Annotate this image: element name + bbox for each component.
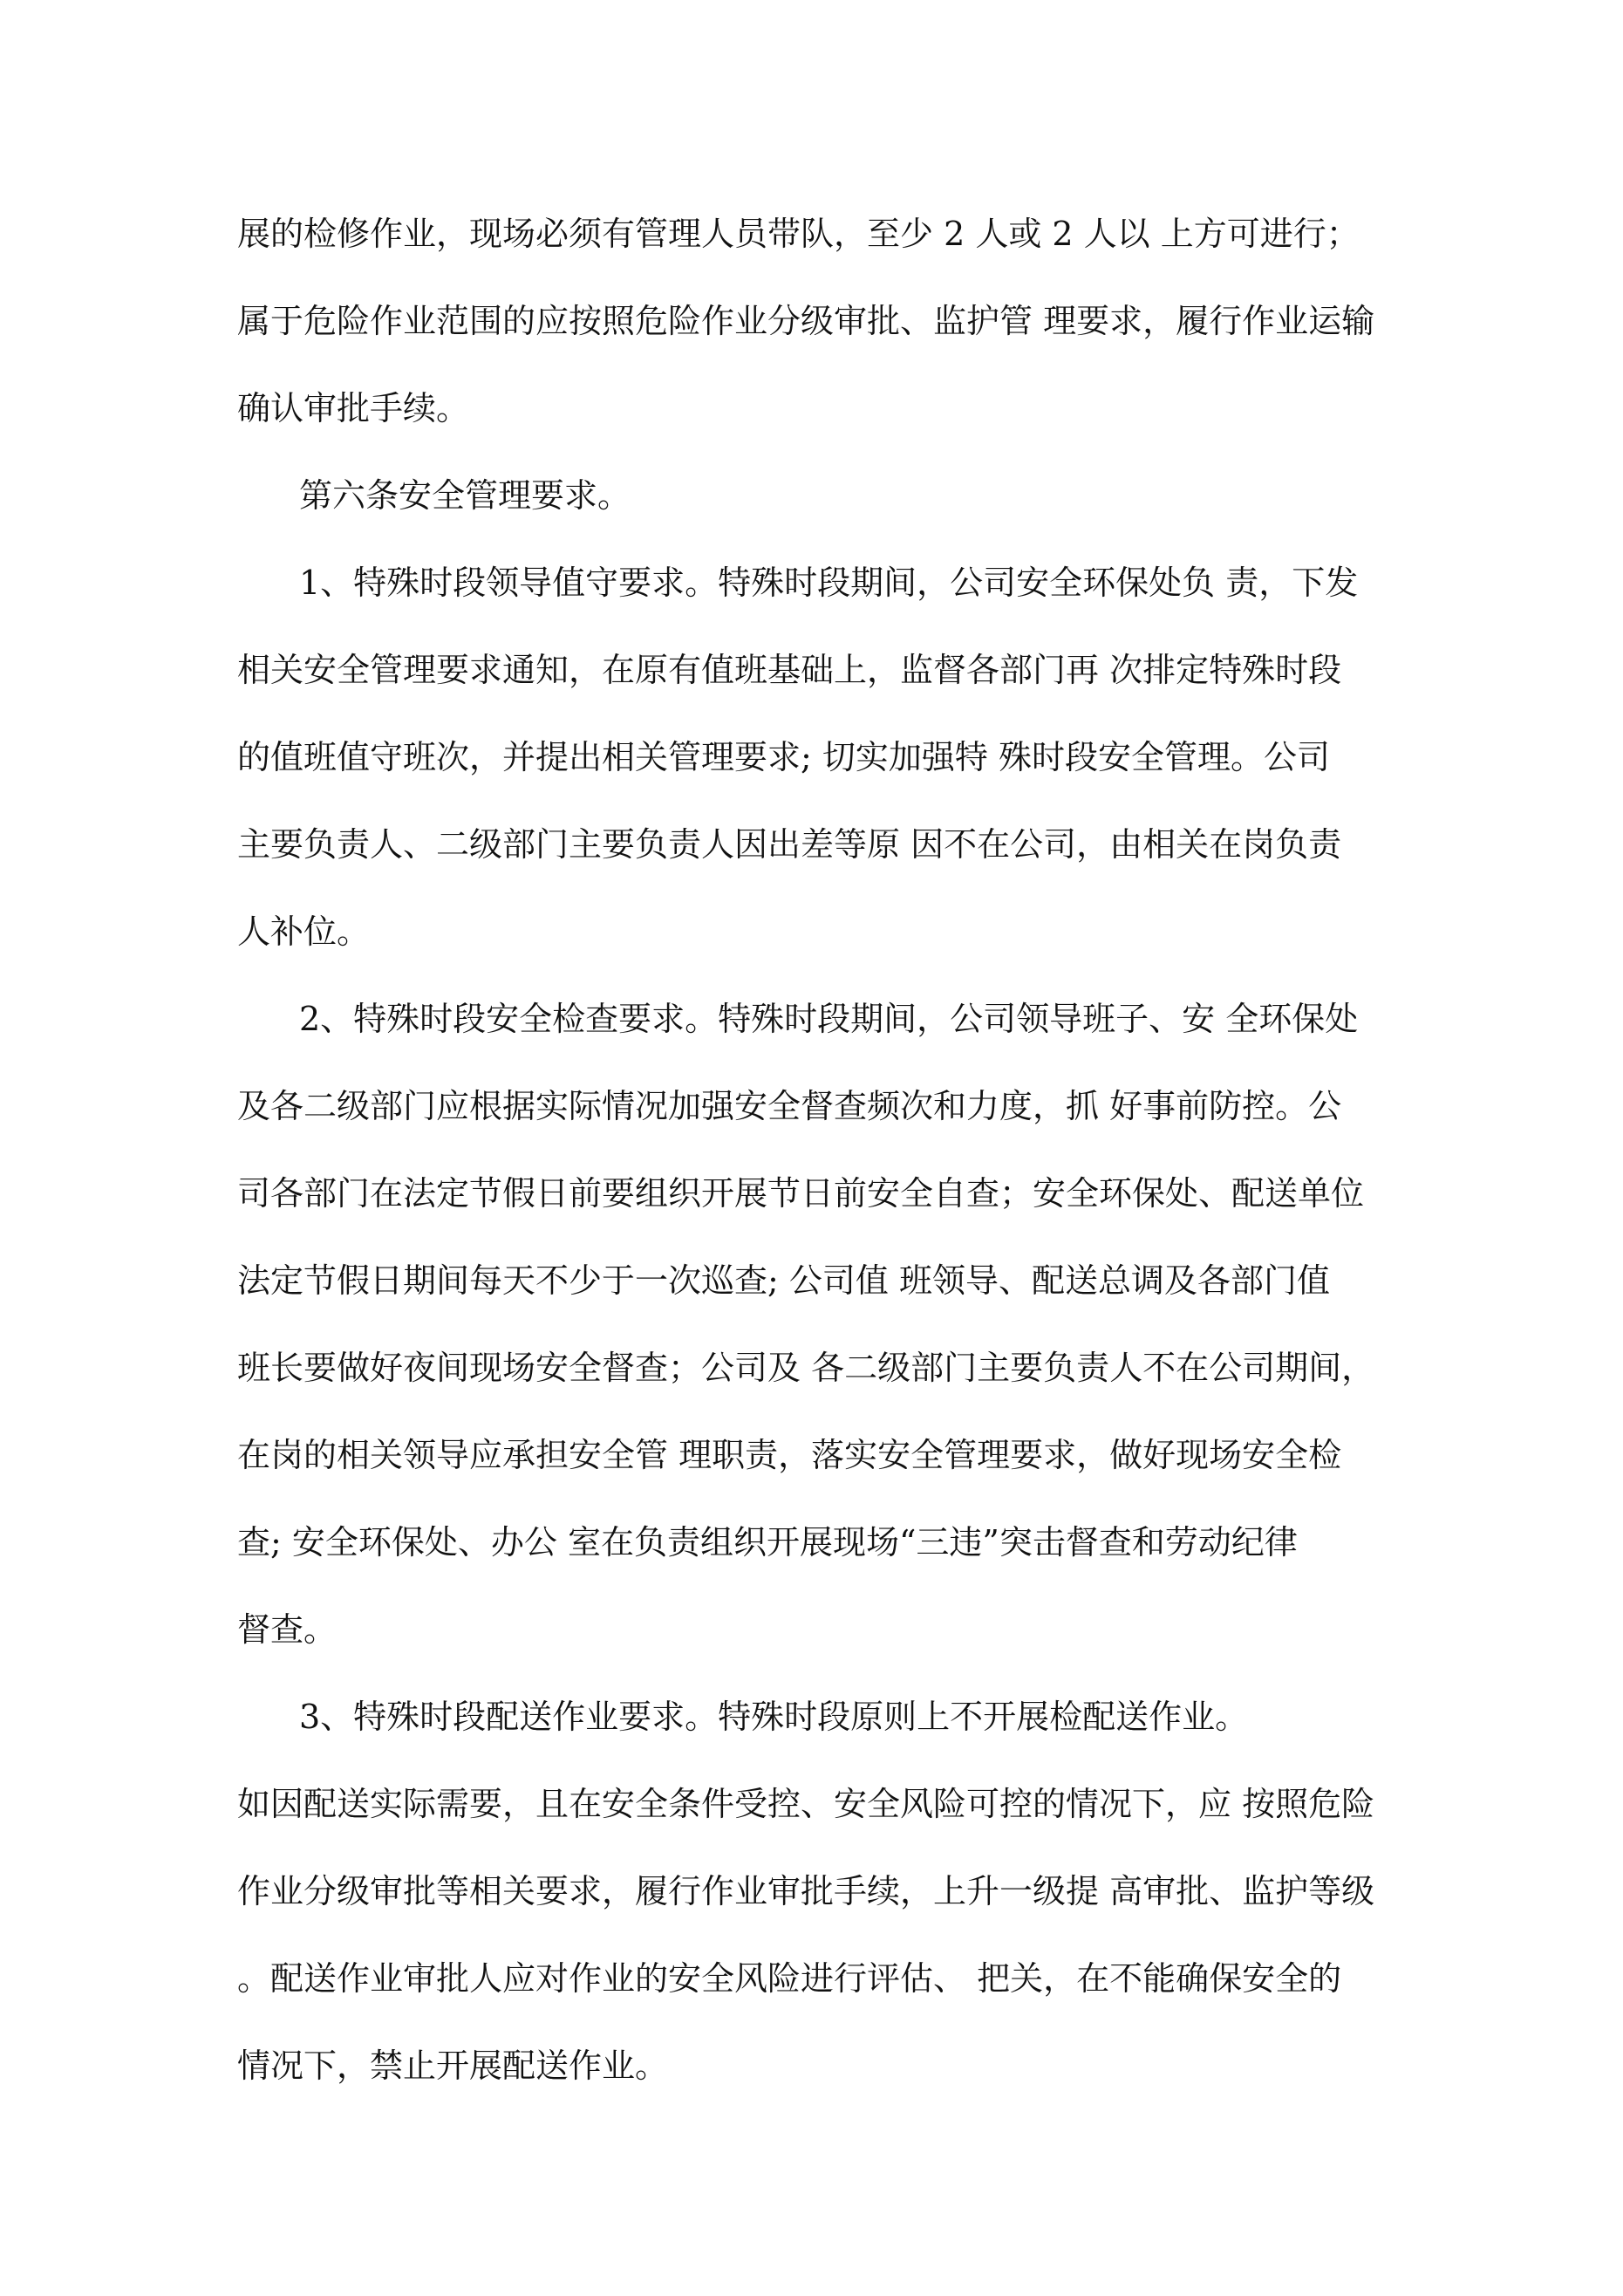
paragraph-line: 法定节假日期间每天不少于一次巡查; 公司值 班领导、配送总调及各部门值 xyxy=(237,1261,1330,1300)
paragraph-line: 相关安全管理要求通知，在原有值班基础上，监督各部门再 次排定特殊时段 xyxy=(237,651,1342,689)
paragraph-line: 的值班值守班次，并提出相关管理要求; 切实加强特 殊时段安全管理。公司 xyxy=(237,738,1330,776)
paragraph-line: 3、特殊时段配送作业要求。特殊时段原则上不开展检配送作业。 xyxy=(299,1698,1249,1736)
paragraph-line: 在岗的相关领导应承担安全管 理职责，落实安全管理要求，做好现场安全检 xyxy=(237,1436,1342,1474)
paragraph-line: 人补位。 xyxy=(237,912,371,951)
paragraph-line: 作业分级审批等相关要求，履行作业审批手续，上升一级提 高审批、监护等级 xyxy=(237,1872,1375,1910)
paragraph-line: 及各二级部门应根据实际情况加强安全督查频次和力度，抓 好事前防控。公 xyxy=(237,1087,1342,1125)
paragraph-line: 属于危险作业范围的应按照危险作业分级审批、监护管 理要求，履行作业运输 xyxy=(237,302,1375,340)
paragraph-line: 司各部门在法定节假日前要组织开展节日前安全自查；安全环保处、配送单位 xyxy=(237,1174,1365,1213)
paragraph-line: 。配送作业审批人应对作业的安全风险进行评估、 把关，在不能确保安全的 xyxy=(237,1959,1342,1998)
paragraph-line: 主要负责人、二级部门主要负责人因出差等原 因不在公司，由相关在岗负责 xyxy=(237,825,1342,864)
paragraph-line: 如因配送实际需要，且在安全条件受控、安全风险可控的情况下，应 按照危险 xyxy=(237,1785,1375,1823)
paragraph-line: 查; 安全环保处、办公 室在负责组织开展现场“三违”突击督查和劳动纪律 xyxy=(237,1523,1298,1561)
paragraph-line: 情况下，禁止开展配送作业。 xyxy=(237,2047,669,2085)
paragraph-line: 班长要做好夜间现场安全督查；公司及 各二级部门主要负责人不在公司期间， xyxy=(237,1349,1375,1387)
paragraph-line: 2、特殊时段安全检查要求。特殊时段期间，公司领导班子、安 全环保处 xyxy=(299,1000,1359,1038)
paragraph-line: 确认审批手续。 xyxy=(237,389,470,427)
paragraph-line: 展的检修作业，现场必须有管理人员带队，至少 2 人或 2 人以 上方可进行； xyxy=(237,215,1360,253)
paragraph-line: 督查。 xyxy=(237,1610,338,1649)
paragraph-line: 1、特殊时段领导值守要求。特殊时段期间，公司安全环保处负 责，下发 xyxy=(299,564,1359,602)
section-heading: 第六条安全管理要求。 xyxy=(299,476,631,515)
